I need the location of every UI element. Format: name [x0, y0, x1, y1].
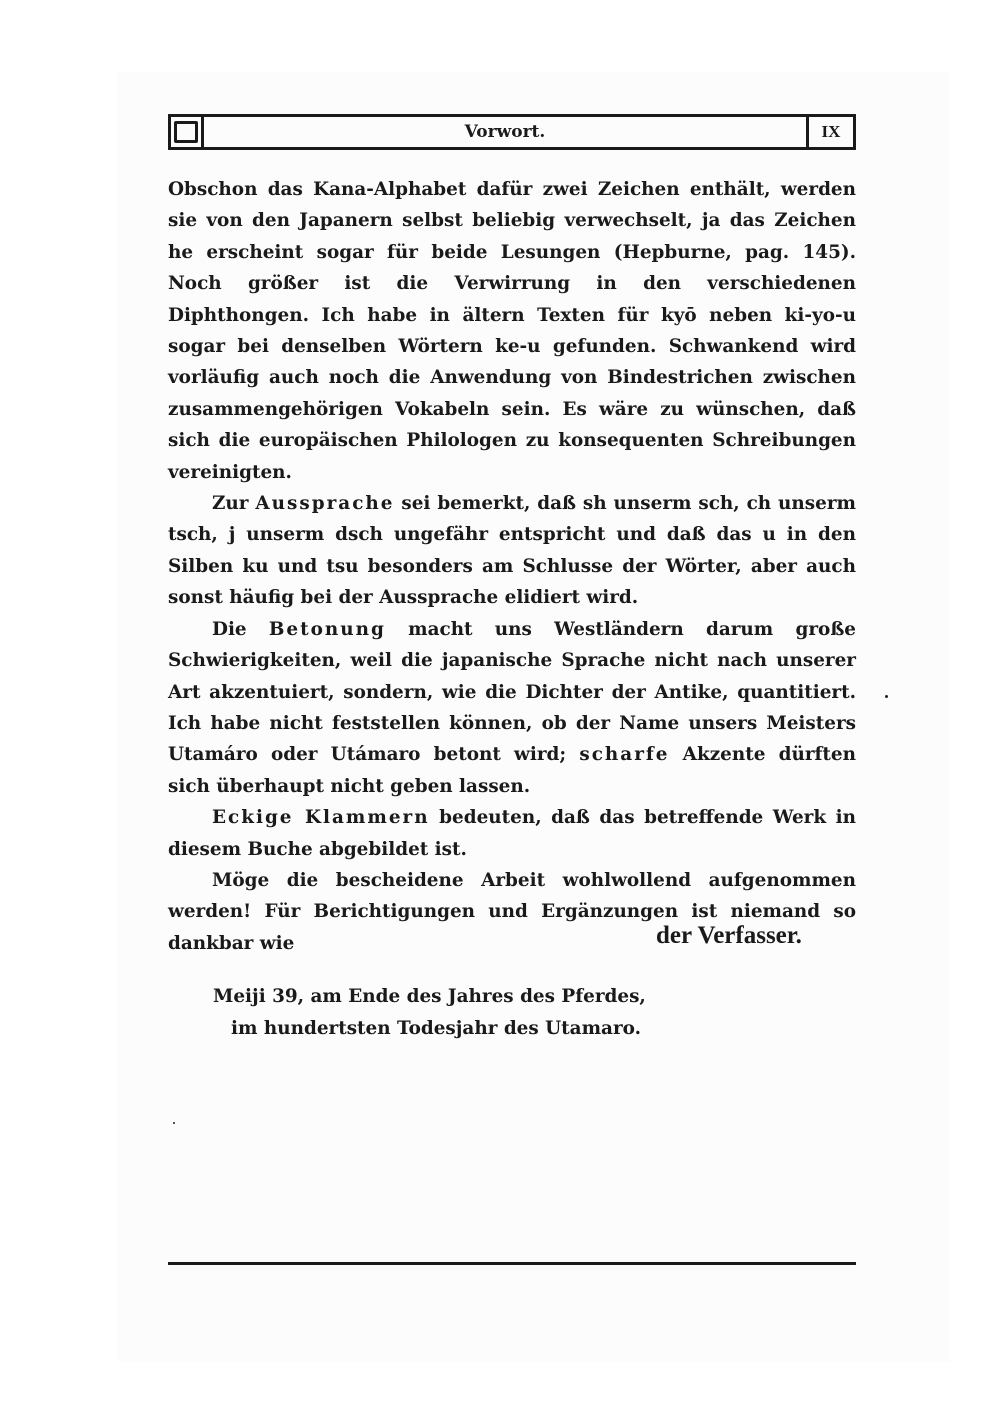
para3-rest: Akzente dürften sich überhaupt nicht geben lassen. [168, 744, 856, 797]
dateline-line-1: Meiji 39, am Ende des Jahres des Pferdes, [213, 986, 646, 1007]
dateline-line-2: im hundertsten Todesjahr des Utamaro. [231, 1018, 641, 1039]
para3-lead: Die [212, 618, 269, 640]
paragraph-5: Möge die bescheidene Arbeit wohlwollend aufgenommen werden! Für Berichtigungen und Ergänzungen ist niemand so dankbar wie [168, 869, 856, 954]
paragraph-1: Obschon das Kana-Alphabet dafür zwei Zeichen enthält, werden sie von den Japanern selbst beliebig verwechselt, ja das Zeichen he erscheint sogar für beide Lesungen (Hepburne, pag. 145). Noch größer ist die Verwirrung in den verschiedenen Diphthongen. Ich habe in ältern Texten für kyō neben ki-yo-u sogar bei denselben Wörtern ke-u gefunden. Schwankend wird vorläufig auch noch die Anwendung von Bindestrichen zwischen zusammengehörigen Vokabeln sein. Es wäre zu wünschen, daß sich die europäischen Philologen zu konsequenten Schreibungen vereinigten. [168, 179, 856, 483]
scan-speck [885, 695, 888, 698]
paragraph-3 [168, 614, 856, 802]
para3-middle: macht uns Westländern darum große Schwierigkeiten, weil die japanische Sprache nicht nach unserer Art akzentuiert, sondern, wie die Dichter der Antike, quantitiert. Ich habe nicht feststellen können, ob der Name unsers Meisters Utamáro oder Utámaro betont wird; [168, 618, 856, 766]
para4-emphasis: Eckige Klammern [212, 807, 430, 829]
para2-lead: Zur [212, 493, 256, 515]
dateline [213, 981, 646, 1045]
paragraph-2 [168, 488, 856, 614]
footer-rule [168, 1262, 856, 1265]
para3-emphasis: Betonung [268, 618, 386, 640]
body-text [168, 174, 856, 959]
signature: der Verfasser. [656, 922, 802, 949]
running-header [168, 114, 856, 150]
page-number: IX [806, 114, 856, 150]
header-title: Vorwort. [464, 122, 546, 142]
square-frame-ornament-icon [168, 114, 204, 150]
para3-emphasis-2: scharfe [579, 744, 670, 766]
scan-speck [173, 1122, 175, 1124]
para2-rest: sei bemerkt, daß sh unserm sch, ch unserm tsch, j unserm dsch ungefähr entspricht und daß das u in den Silben ku und tsu besonders am Schlusse der Wörter, aber auch sonst häufig bei der Aussprache elidiert wird. [168, 493, 856, 609]
para2-emphasis: Aussprache [255, 493, 395, 515]
para4-rest: bedeuten, daß das betreffende Werk in diesem Buche abgebildet ist. [168, 807, 856, 860]
paragraph-4 [168, 802, 856, 865]
